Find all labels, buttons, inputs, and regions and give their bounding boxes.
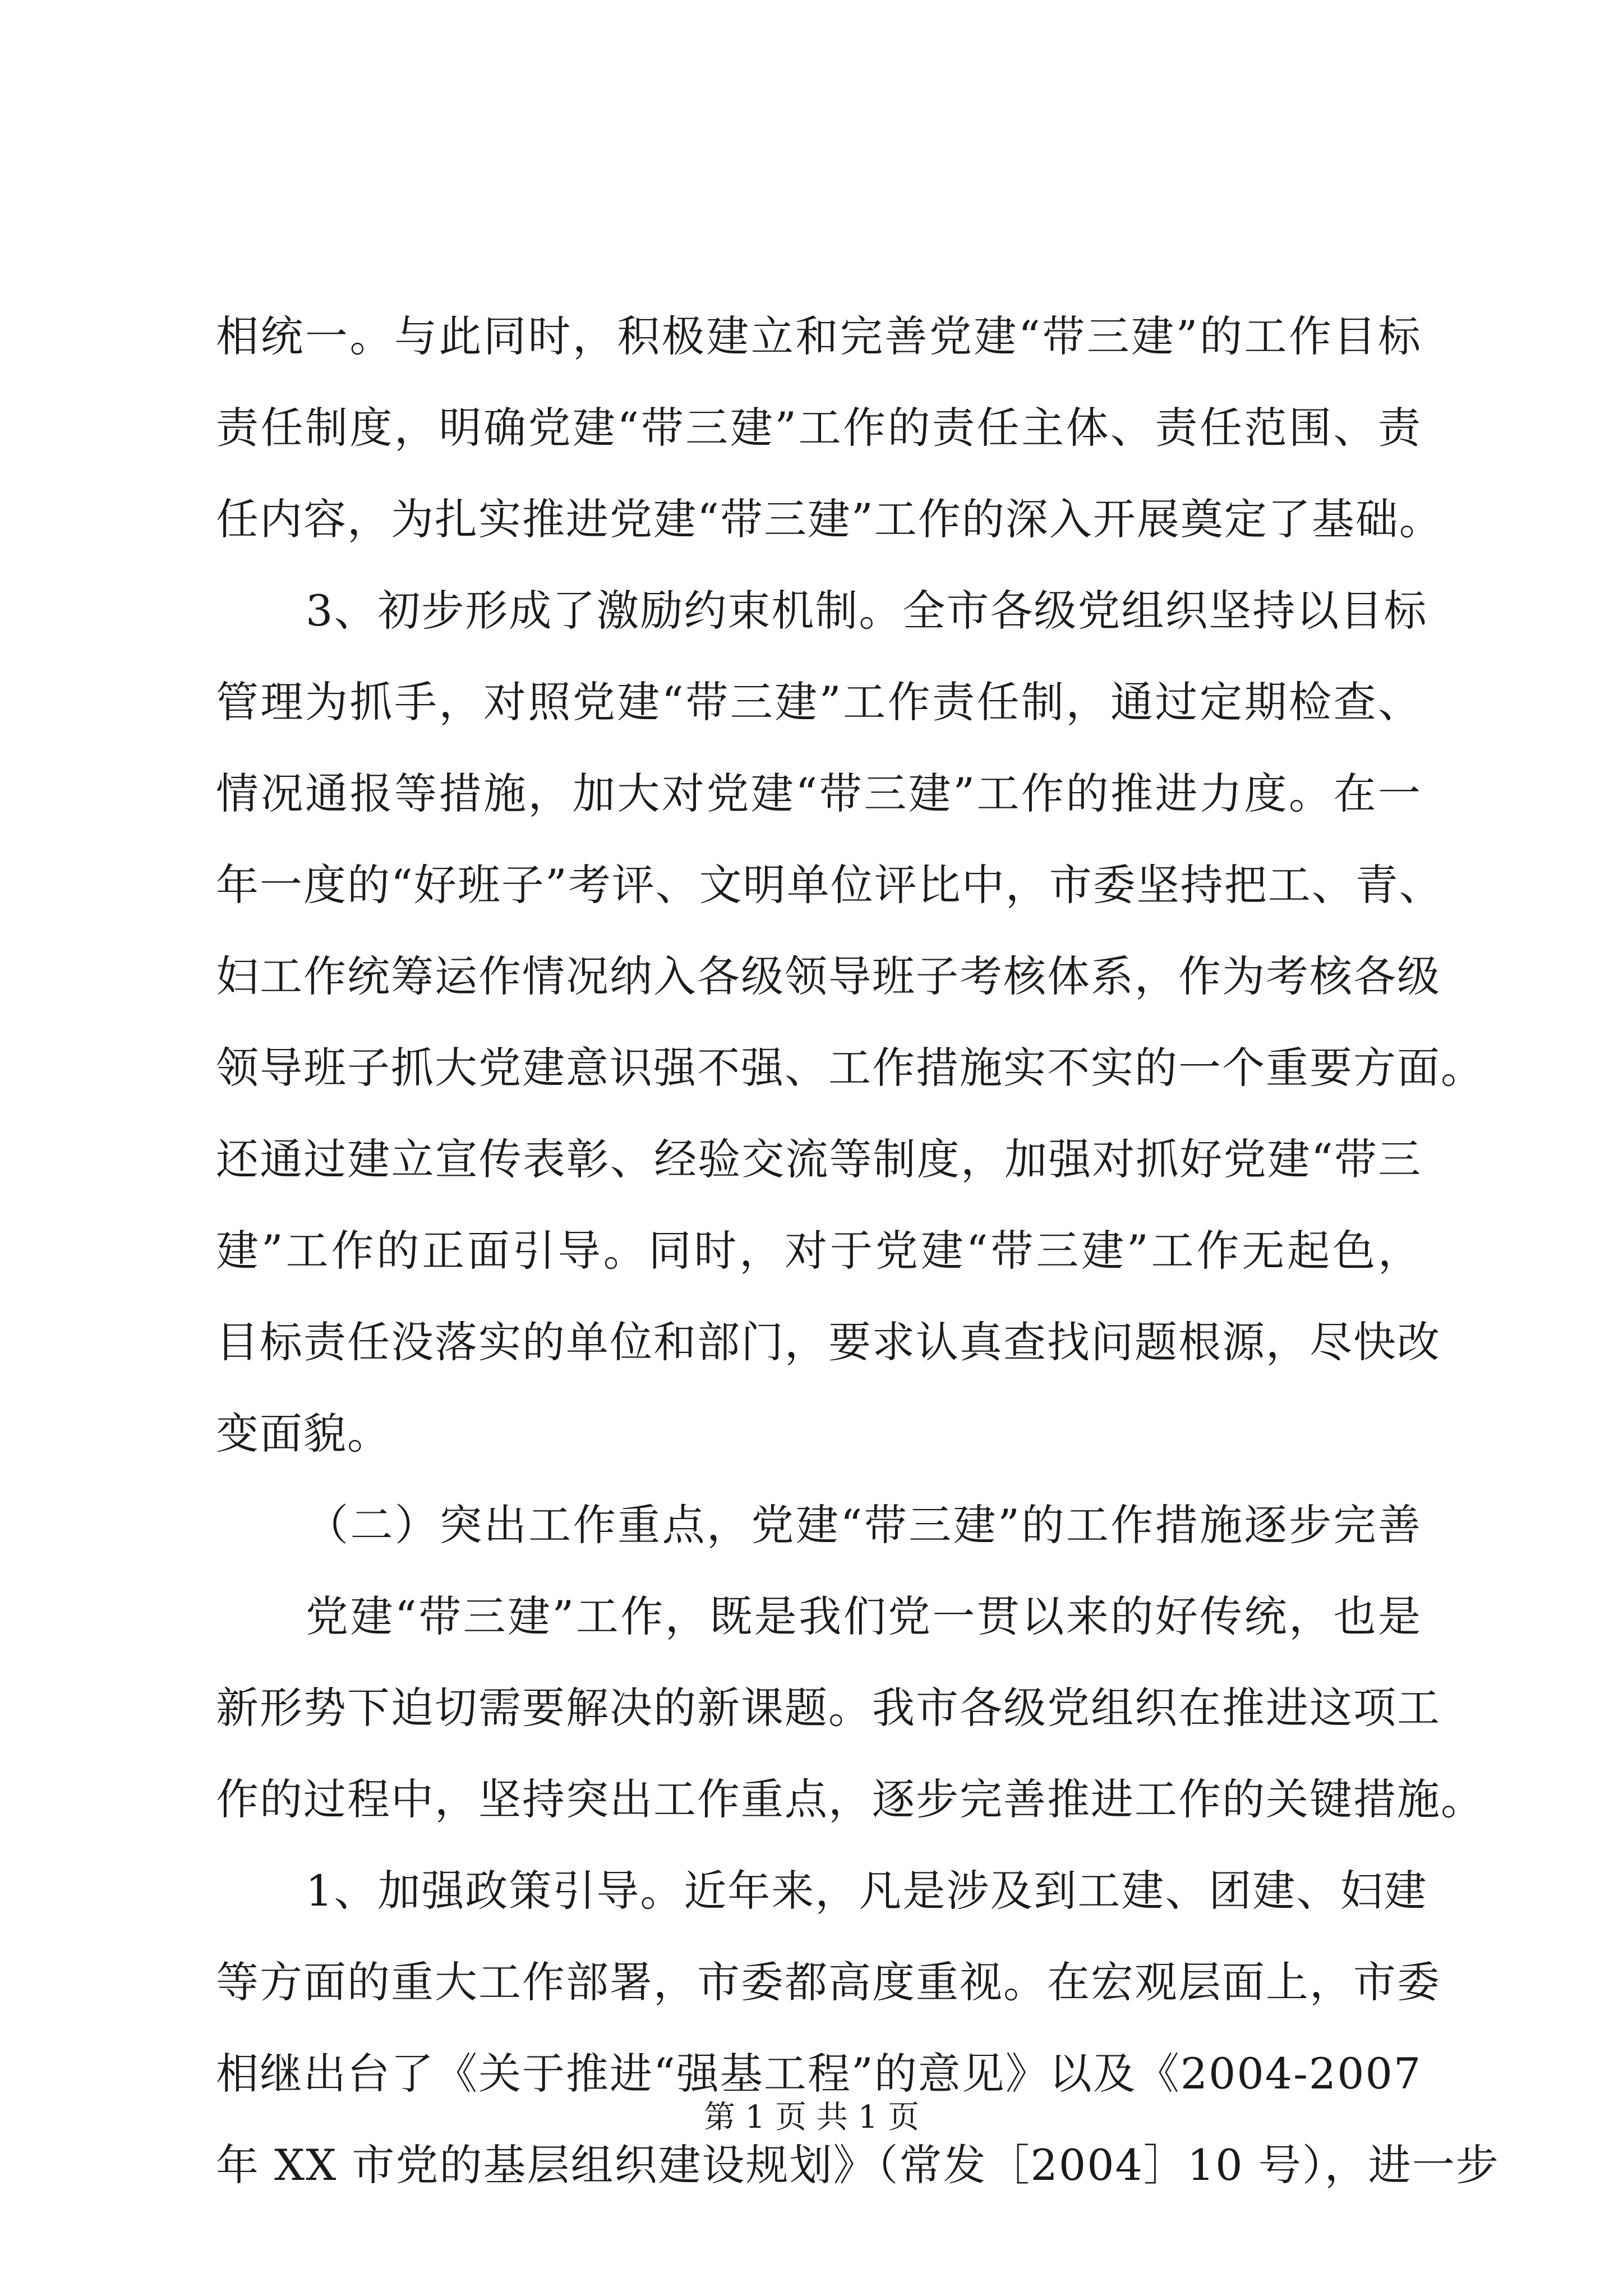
text-line-16: 新形势下迫切需要解决的新课题。我市各级党组织在推进这项工 (216, 1683, 1441, 1733)
text-line-10: 还通过建立宣传表彰、经验交流等制度，加强对抓好党建“带三 (216, 1134, 1422, 1184)
text-line-12: 目标责任没落实的单位和部门，要求认真查找问题根源，尽快改 (216, 1317, 1441, 1367)
text-line-5: 管理为抓手，对照党建“带三建”工作责任制，通过定期检查、 (216, 677, 1422, 727)
text-line-6: 情况通报等措施，加大对党建“带三建”工作的推进力度。在一 (216, 769, 1422, 818)
text-line-7: 年一度的“好班子”考评、文明单位评比中，市委坚持把工、青、 (216, 860, 1443, 910)
text-line-20: 相继出台了《关于推进“强基工程”的意见》以及《2004-2007 (216, 2049, 1422, 2099)
text-line-2: 责任制度，明确党建“带三建”工作的责任主体、责任范围、责 (216, 403, 1422, 453)
page-footer: 第 1 页 共 1 页 (703, 2099, 920, 2136)
text-line-9: 领导班子抓大党建意识强不强、工作措施实不实的一个重要方面。 (216, 1043, 1484, 1093)
text-line-8: 妇工作统筹运作情况纳入各级领导班子考核体系，作为考核各级 (216, 951, 1441, 1001)
text-line-17: 作的过程中，坚持突出工作重点，逐步完善推进工作的关键措施。 (216, 1774, 1484, 1824)
text-line-19: 等方面的重大工作部署，市委都高度重视。在宏观层面上，市委 (216, 1957, 1441, 2007)
text-line-13: 变面貌。 (216, 1409, 391, 1458)
text-line-15: 党建“带三建”工作，既是我们党一贯以来的好传统，也是 (306, 1591, 1422, 1641)
text-line-3: 任内容，为扎实推进党建“带三建”工作的深入开展奠定了基础。 (216, 494, 1443, 544)
text-line-21: 年 XX 市党的基层组织建设规划》（常发［2004］10 号），进一步 (216, 2140, 1500, 2190)
text-line-18: 1、加强政策引导。近年来，凡是涉及到工建、团建、妇建 (306, 1866, 1428, 1916)
text-line-4: 3、初步形成了激励约束机制。全市各级党组织坚持以目标 (306, 586, 1428, 636)
text-line-11: 建”工作的正面引导。同时，对于党建“带三建”工作无起色， (216, 1226, 1422, 1276)
section-heading: （二）突出工作重点，党建“带三建”的工作措施逐步完善 (306, 1500, 1422, 1550)
text-line-1: 相统一。与此同时，积极建立和完善党建“带三建”的工作目标 (216, 311, 1422, 361)
